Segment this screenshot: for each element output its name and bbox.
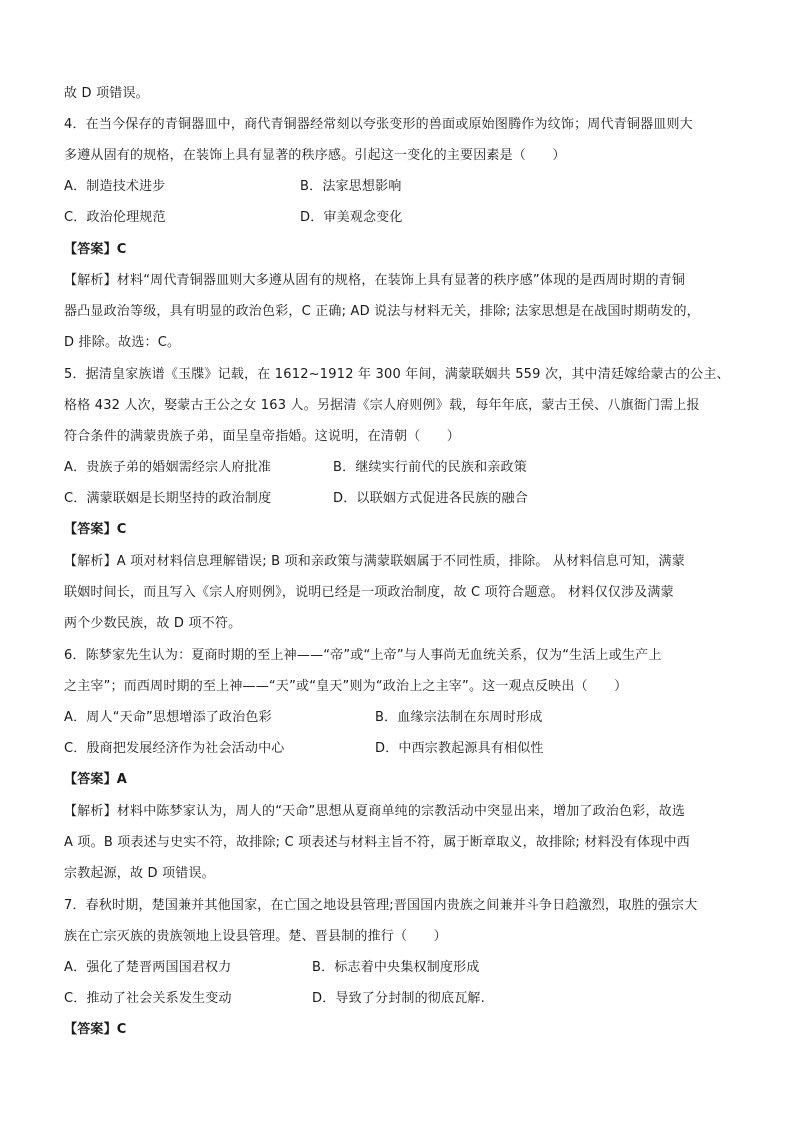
question-4-option-b: B．法家思想影响 bbox=[300, 179, 402, 194]
question-4-option-a: A．制造技术进步 bbox=[64, 179, 166, 194]
question-4-stem: 多遵从固有的规格，在装饰上具有显著的秩序感。引起这一变化的主要因素是（ ） bbox=[64, 148, 566, 163]
question-6-option-d: D．中西宗教起源具有相似性 bbox=[375, 741, 544, 756]
question-5-stem: 格格 432 人次，娶蒙古王公之女 163 人。另据清《宗人府则例》载，每年年底，蒙古王侯、八旗衙门需上报 bbox=[64, 398, 700, 413]
question-7-option-a: A．强化了楚晋两国国君权力 bbox=[64, 960, 232, 975]
question-6-option-a: A．周人“天命”思想增添了政治色彩 bbox=[64, 710, 272, 725]
question-6-analysis: 宗教起源，故 D 项错误。 bbox=[64, 866, 215, 881]
question-6-analysis: A 项。B 项表述与史实不符，故排除; C 项表述与材料主旨不符，属于断章取义，故排除; 材料没有体现中西 bbox=[64, 835, 690, 850]
question-7-option-b: B．标志着中央集权制度形成 bbox=[312, 960, 480, 975]
question-5-analysis: 【解析】A 项对材料信息理解错误; B 项和亲政策与满蒙联姻属于不同性质，排除。 从材料信息可知，满蒙 bbox=[64, 554, 685, 569]
question-7-stem: 族在亡宗灭族的贵族领地上设县管理。楚、晋县制的推行（ ） bbox=[64, 929, 447, 944]
question-6-option-c: C．殷商把发展经济作为社会活动中心 bbox=[64, 741, 285, 756]
question-5-stem: 5．据清皇家族谱《玉牒》记载，在 1612~1912 年 300 年间，满蒙联姻共 559 次，其中清廷嫁给蒙古的公主、 bbox=[64, 367, 730, 382]
question-4-option-d: D．审美观念变化 bbox=[300, 210, 403, 225]
question-6-stem: 之主宰”；而西周时期的至上神——“天”或“皇天”则为“政治上之主宰”。这一观点反映出（ ） bbox=[64, 679, 628, 694]
question-5-analysis: 两个少数民族，故 D 项不符。 bbox=[64, 616, 242, 631]
question-5-option-c: C．满蒙联姻是长期坚持的政治制度 bbox=[64, 491, 272, 506]
question-4-stem: 4．在当今保存的青铜器皿中，商代青铜器经常刻以夸张变形的兽面或原始图腾作为纹饰；周代青铜器皿则大 bbox=[64, 117, 693, 132]
paragraph-line: 故 D 项错误。 bbox=[64, 86, 149, 101]
question-7-option-c: C．推动了社会关系发生变动 bbox=[64, 991, 232, 1006]
question-4-option-c: C．政治伦理规范 bbox=[64, 210, 166, 225]
question-4-analysis: D 排除。故选：C。 bbox=[64, 335, 181, 350]
question-4-analysis: 【解析】材料“周代青铜器皿则大多遵从固有的规格，在装饰上具有显著的秩序感”体现的是西周时期的青铜 bbox=[64, 273, 686, 288]
question-5-stem: 符合条件的满蒙贵族子弟，面呈皇帝指婚。这说明，在清朝（ ） bbox=[64, 429, 461, 444]
question-4-answer: 【答案】C bbox=[64, 242, 127, 257]
question-6-answer: 【答案】A bbox=[64, 772, 128, 787]
question-6-analysis: 【解析】材料中陈梦家认为，周人的“天命”思想从夏商单纯的宗教活动中突显出来，增加了政治色彩，故选 bbox=[64, 804, 686, 819]
question-5-option-b: B．继续实行前代的民族和亲政策 bbox=[333, 460, 527, 475]
question-6-option-b: B．血缘宗法制在东周时形成 bbox=[375, 710, 543, 725]
question-6-stem: 6．陈梦家先生认为：夏商时期的至上神——“帝”或“上帝”与人事尚无血统关系，仅为“生活上或生产上 bbox=[64, 648, 662, 663]
question-5-option-d: D．以联姻方式促进各民族的融合 bbox=[333, 491, 529, 506]
question-5-analysis: 联姻时间长，而且写入《宗人府则例》，说明已经是一项政治制度，故 C 项符合题意。 材料仅仅涉及满蒙 bbox=[64, 585, 674, 600]
question-4-analysis: 器凸显政治等级，具有明显的政治色彩，C 正确; AD 说法与材料无关，排除; 法家思想是在战国时期萌发的， bbox=[64, 304, 700, 319]
question-7-option-d: D．导致了分封制的彻底瓦解. bbox=[312, 991, 485, 1006]
question-7-answer: 【答案】C bbox=[64, 1022, 127, 1037]
question-7-stem: 7．春秋时期，楚国兼并其他国家，在亡国之地设县管理;晋国国内贵族之间兼并斗争日趋激烈，取胜的强宗大 bbox=[64, 898, 698, 913]
question-5-option-a: A．贵族子弟的婚姻需经宗人府批准 bbox=[64, 460, 272, 475]
question-5-answer: 【答案】C bbox=[64, 522, 127, 537]
